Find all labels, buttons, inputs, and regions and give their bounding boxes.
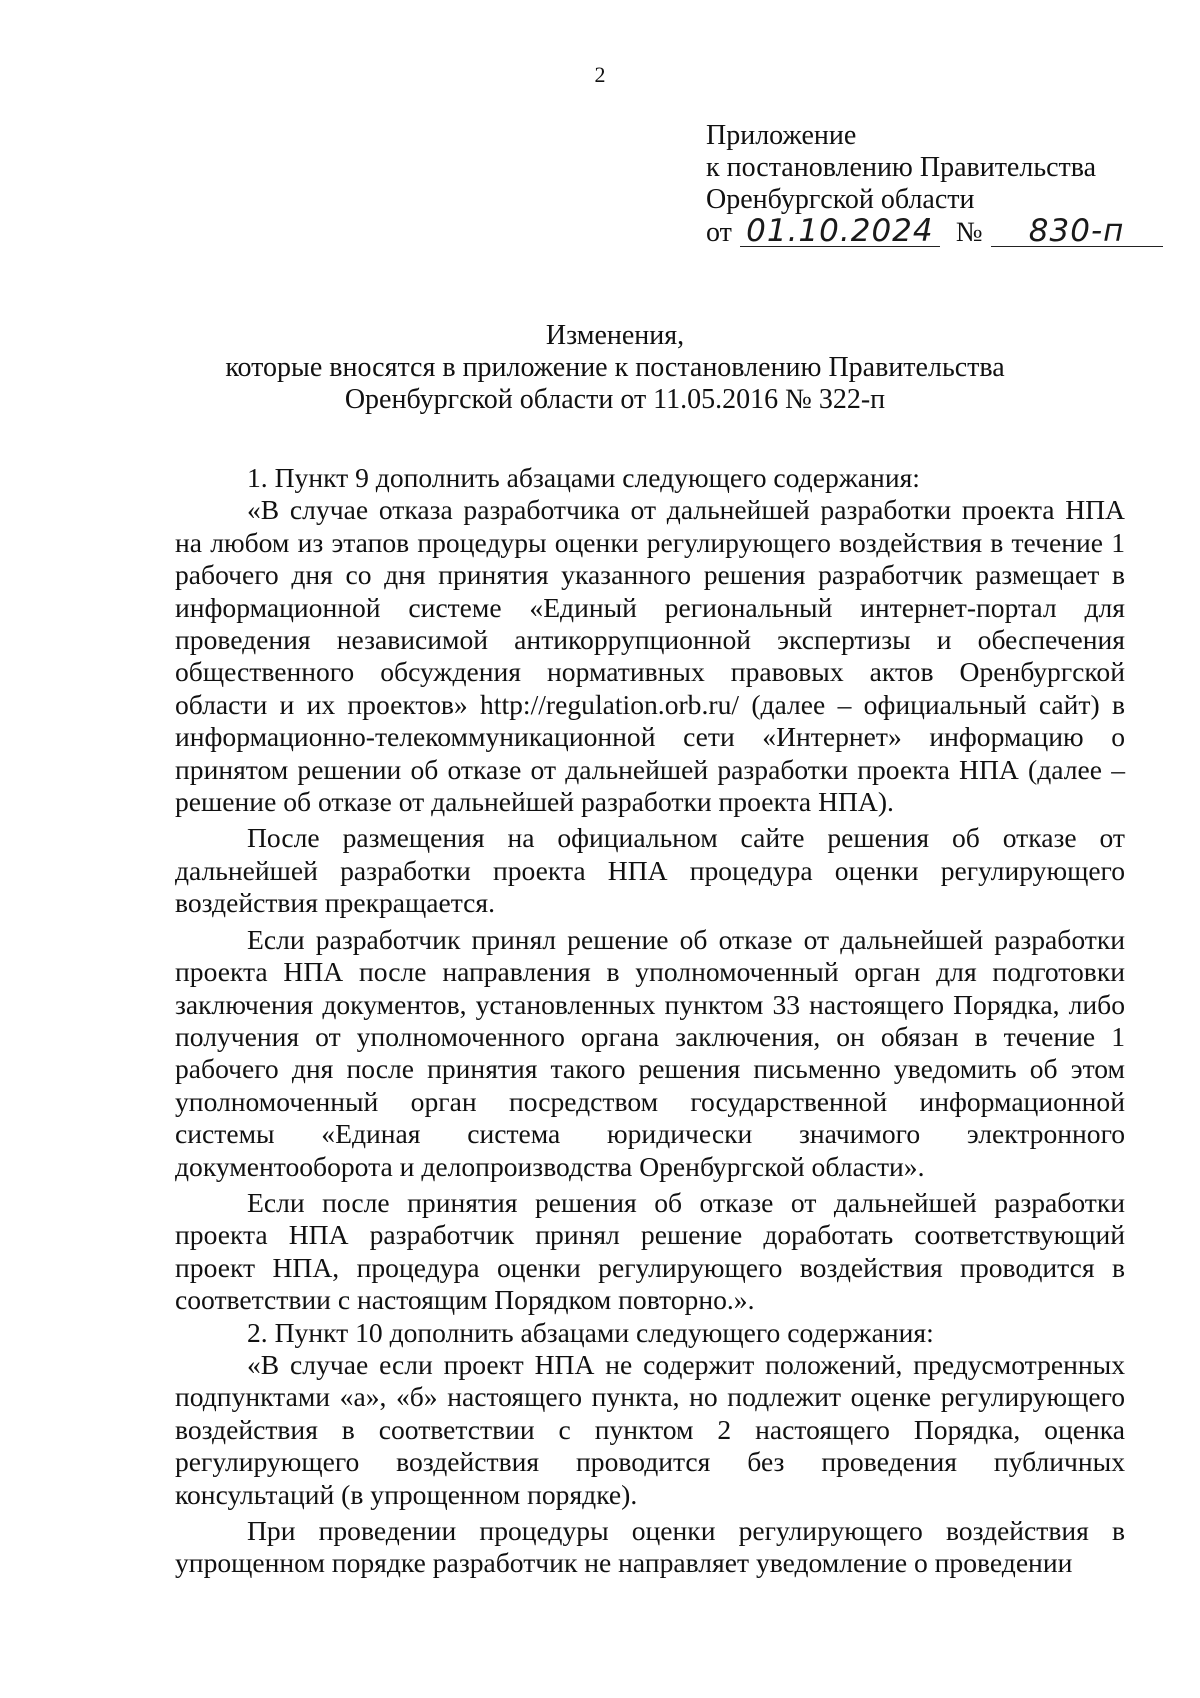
date-prefix: от	[706, 217, 732, 248]
appendix-label: Приложение	[706, 120, 857, 151]
handwritten-date: 01.10.2024	[740, 216, 940, 247]
title-heading: Изменения,	[545, 320, 685, 351]
paragraph: Если после принятия решения об отказе от дальнейшей разработки проекта НПА разработчик принял решение доработать соответствующий проект НПА, процедура оценки регулирующего воздействия проводится в соответствии с настоящим Порядком повторно.».	[175, 1186, 1125, 1316]
appendix-date-number-line	[706, 213, 1176, 249]
appendix-resolution-line: к постановлению Правительства	[706, 152, 1097, 183]
title-subheading: которые вносятся в приложение к постановлению Правительства	[225, 352, 1005, 383]
handwritten-number: 830-п	[991, 216, 1163, 247]
page-number: 2	[594, 62, 606, 87]
paragraph: После размещения на официальном сайте решения об отказе от дальнейшей разработки проекта НПА процедура оценки регулирующего воздействия прекращается.	[175, 822, 1125, 919]
paragraph-item-1: 1. Пункт 9 дополнить абзацами следующего содержания:	[247, 462, 920, 493]
paragraph: «В случае отказа разработчика от дальнейшей разработки проекта НПА на любом из этапов процедуры оценки регулирующего воздействия в течение 1 рабочего дня со дня принятия указанного решения разработчик размещает в информационной системе «Единый региональный интернет-портал для проведения независимой антикоррупционной экспертизы и обеспечения общественного обсуждения нормативных правовых актов Оренбургской области и их проектов» http://regulation.orb.ru/ (далее – официальный сайт) в информационно-телекоммуникационной сети «Интернет» информацию о принятом решении об отказе от дальнейшей разработки проекта НПА (далее – решение об отказе от дальнейшей разработки проекта НПА).	[175, 494, 1125, 818]
paragraph-item-2: 2. Пункт 10 дополнить абзацами следующего содержания:	[247, 1316, 934, 1348]
title-reference: Оренбургской области от 11.05.2016 № 322-п	[344, 384, 886, 415]
appendix-header	[706, 120, 1176, 249]
document-body	[175, 462, 1125, 1580]
paragraph: При проведении процедуры оценки регулирующего воздействия в упрощенном порядке разработчик не направляет уведомление о проведении	[175, 1515, 1125, 1579]
paragraph: «В случае если проект НПА не содержит положений, предусмотренных подпунктами «а», «б» настоящего пункта, но подлежит оценке регулирующего воздействия в соответствии с пунктом 2 настоящего Порядка, оценка регулирующего воздействия проводится без проведения публичных консультаций (в упрощенном порядке).	[175, 1348, 1125, 1510]
paragraph: Если разработчик принял решение об отказе от дальнейшей разработки проекта НПА после направления в уполномоченный орган для подготовки заключения документов, установленных пунктом 33 настоящего Порядка, либо получения от уполномоченного органа заключения, он обязан в течение 1 рабочего дня после принятия такого решения письменно уведомить об этом уполномоченный орган посредством государственной информационной системы «Единая система юридически значимого электронного документооборота и делопроизводства Оренбургской области».	[175, 923, 1125, 1182]
appendix-region-line: Оренбургской области	[706, 184, 975, 215]
document-title	[170, 320, 1060, 416]
number-sign: №	[955, 217, 983, 248]
